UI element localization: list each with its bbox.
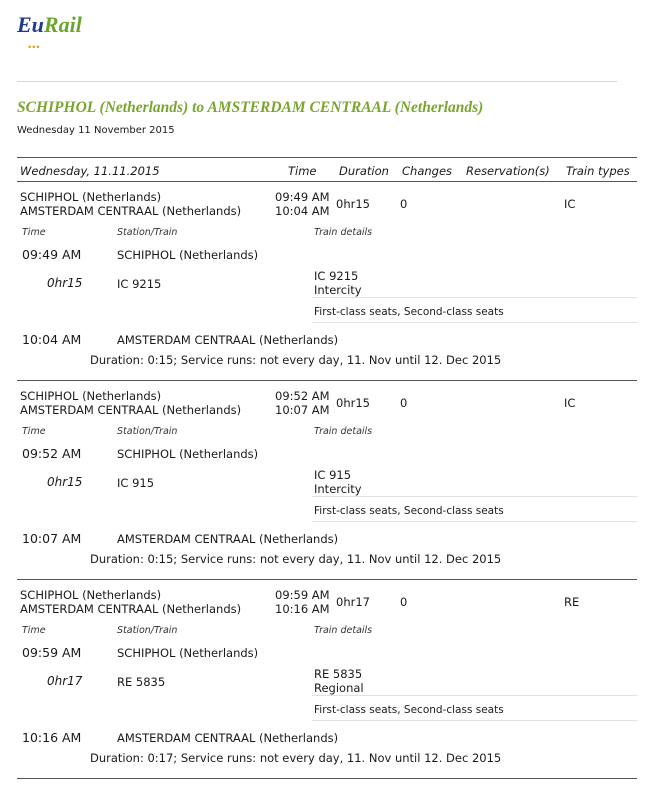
sub-header-time: Time xyxy=(22,227,46,238)
logo-rail-text: Rail xyxy=(43,12,82,37)
details-divider xyxy=(312,496,637,497)
service-summary: Duration: 0:15; Service runs: not every day, 11. Nov until 12. Dec 2015 xyxy=(90,552,502,566)
train-number: RE 5835 xyxy=(314,667,363,681)
train-number: IC 9215 xyxy=(314,269,359,283)
sub-header-station: Station/Train xyxy=(117,625,178,636)
arr-time: 10:04 AM xyxy=(22,332,82,347)
connection-divider xyxy=(17,579,637,580)
dep-time: 09:49 AM xyxy=(22,247,82,262)
segment-duration: 0hr15 xyxy=(47,276,83,290)
dep-station: SCHIPHOL (Netherlands) xyxy=(117,248,259,262)
header-changes: Changes xyxy=(402,164,453,178)
eurail-logo xyxy=(17,12,82,52)
segment-duration: 0hr15 xyxy=(47,475,83,489)
details-divider xyxy=(312,695,637,696)
conn-from: SCHIPHOL (Netherlands) xyxy=(20,389,162,403)
connection-block xyxy=(0,387,645,587)
conn-arr: 10:07 AM xyxy=(275,403,330,417)
route-title: SCHIPHOL (Netherlands) to AMSTERDAM CENTRAAL (Netherlands) xyxy=(17,99,484,116)
dep-station: SCHIPHOL (Netherlands) xyxy=(117,646,259,660)
conn-train-type: RE xyxy=(564,595,580,609)
dep-time: 09:59 AM xyxy=(22,645,82,660)
service-summary: Duration: 0:15; Service runs: not every day, 11. Nov until 12. Dec 2015 xyxy=(90,353,502,367)
segment-train: IC 9215 xyxy=(117,277,162,291)
conn-to: AMSTERDAM CENTRAAL (Netherlands) xyxy=(20,602,242,616)
conn-changes: 0 xyxy=(400,396,408,410)
route-date: Wednesday 11 November 2015 xyxy=(17,125,175,136)
sub-header-details: Train details xyxy=(314,426,373,437)
details-divider xyxy=(312,720,637,721)
segment-train: RE 5835 xyxy=(117,675,166,689)
sub-header-station: Station/Train xyxy=(117,227,178,238)
conn-train-type: IC xyxy=(564,396,576,410)
segment-train: IC 915 xyxy=(117,476,155,490)
header-top-rule xyxy=(17,157,637,158)
conn-duration: 0hr15 xyxy=(336,396,370,410)
connection-divider xyxy=(17,778,637,779)
header-time: Time xyxy=(288,164,317,178)
conn-arr: 10:04 AM xyxy=(275,204,330,218)
seat-classes: First-class seats, Second-class seats xyxy=(314,704,504,716)
conn-dep: 09:52 AM xyxy=(275,389,330,403)
conn-duration: 0hr15 xyxy=(336,197,370,211)
sub-header-time: Time xyxy=(22,426,46,437)
top-divider xyxy=(17,81,617,82)
sub-header-time: Time xyxy=(22,625,46,636)
seat-classes: First-class seats, Second-class seats xyxy=(314,306,504,318)
train-category: Intercity xyxy=(314,482,362,496)
conn-duration: 0hr17 xyxy=(336,595,370,609)
header-date: Wednesday, 11.11.2015 xyxy=(20,164,160,178)
conn-dep: 09:59 AM xyxy=(275,588,330,602)
conn-changes: 0 xyxy=(400,595,408,609)
header-train-types: Train types xyxy=(566,164,630,178)
logo-stars-icon: ••• xyxy=(28,42,41,52)
arr-time: 10:07 AM xyxy=(22,531,82,546)
header-bottom-rule xyxy=(17,181,637,182)
conn-from: SCHIPHOL (Netherlands) xyxy=(20,190,162,204)
conn-changes: 0 xyxy=(400,197,408,211)
conn-from: SCHIPHOL (Netherlands) xyxy=(20,588,162,602)
sub-header-station: Station/Train xyxy=(117,426,178,437)
service-summary: Duration: 0:17; Service runs: not every day, 11. Nov until 12. Dec 2015 xyxy=(90,751,502,765)
header-reservations: Reservation(s) xyxy=(466,164,550,178)
header-duration: Duration xyxy=(339,164,389,178)
sub-header-details: Train details xyxy=(314,625,373,636)
arr-station: AMSTERDAM CENTRAAL (Netherlands) xyxy=(117,333,339,347)
connection-block xyxy=(0,586,645,786)
seat-classes: First-class seats, Second-class seats xyxy=(314,505,504,517)
connection-block xyxy=(0,188,645,388)
train-number: IC 915 xyxy=(314,468,352,482)
details-divider xyxy=(312,297,637,298)
arr-station: AMSTERDAM CENTRAAL (Netherlands) xyxy=(117,731,339,745)
conn-dep: 09:49 AM xyxy=(275,190,330,204)
train-category: Regional xyxy=(314,681,364,695)
dep-station: SCHIPHOL (Netherlands) xyxy=(117,447,259,461)
logo-eu-text: Eu xyxy=(17,12,44,37)
conn-to: AMSTERDAM CENTRAAL (Netherlands) xyxy=(20,403,242,417)
sub-header-details: Train details xyxy=(314,227,373,238)
connection-divider xyxy=(17,380,637,381)
arr-station: AMSTERDAM CENTRAAL (Netherlands) xyxy=(117,532,339,546)
conn-arr: 10:16 AM xyxy=(275,602,330,616)
dep-time: 09:52 AM xyxy=(22,446,82,461)
segment-duration: 0hr17 xyxy=(47,674,83,688)
details-divider xyxy=(312,521,637,522)
arr-time: 10:16 AM xyxy=(22,730,82,745)
details-divider xyxy=(312,322,637,323)
train-category: Intercity xyxy=(314,283,362,297)
conn-to: AMSTERDAM CENTRAAL (Netherlands) xyxy=(20,204,242,218)
conn-train-type: IC xyxy=(564,197,576,211)
